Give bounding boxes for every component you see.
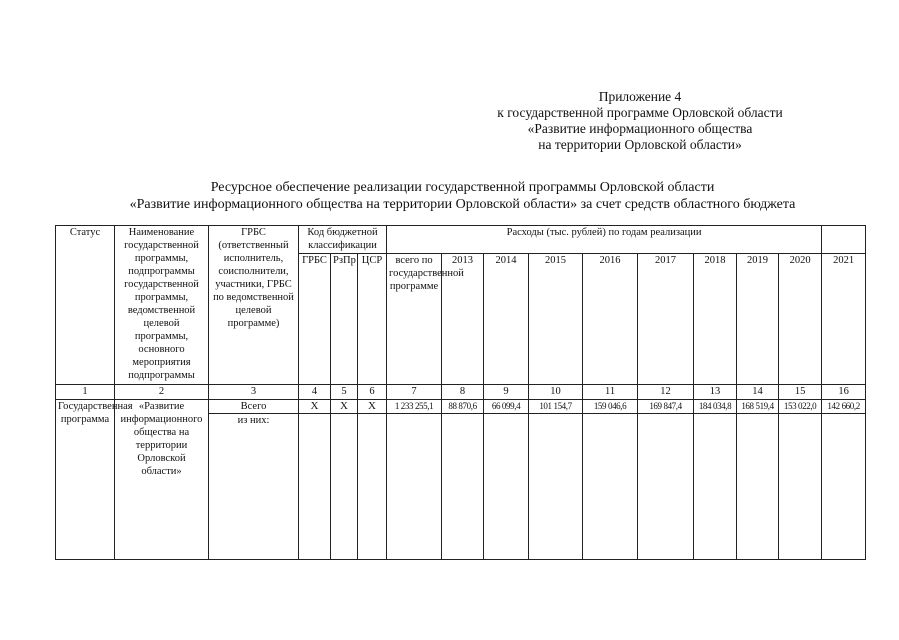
empty-cell <box>299 414 331 560</box>
column-index: 2 <box>115 385 209 400</box>
empty-cell <box>529 414 583 560</box>
header-grbs: ГРБС (ответственный исполнитель, соисполнители, участники, ГРБС по ведомственной целевой программе) <box>209 226 299 385</box>
appendix-line-1: Приложение 4 <box>598 89 682 104</box>
column-index: 8 <box>442 385 484 400</box>
header-year-2020: 2020 <box>779 254 822 385</box>
header-status: Статус <box>56 226 115 385</box>
empty-cell <box>442 414 484 560</box>
empty-cell <box>694 414 737 560</box>
grbs-incl-label: из них: <box>209 414 299 560</box>
appendix-line-4: на территории Орловской области» <box>538 137 742 152</box>
program-name: «Развитие информационного общества на территории Орловской области» <box>115 400 209 560</box>
year-value-2013: 88 870,6 <box>442 400 484 414</box>
header-budget-code: Код бюджетной классификации <box>299 226 387 254</box>
program-status: Государственная программа <box>56 400 115 560</box>
header-row-1 <box>56 226 866 254</box>
empty-cell <box>331 414 358 560</box>
year-value-2020: 153 022,0 <box>779 400 822 414</box>
year-value-2014: 66 099,4 <box>484 400 529 414</box>
year-value-2018: 184 034,8 <box>694 400 737 414</box>
header-year-2018: 2018 <box>694 254 737 385</box>
year-value-2021: 142 660,2 <box>822 400 866 414</box>
header-expenses: Расходы (тыс. рублей) по годам реализации <box>387 226 822 254</box>
column-index: 1 <box>56 385 115 400</box>
table-row <box>56 400 866 414</box>
appendix-header <box>420 89 860 153</box>
column-index: 16 <box>822 385 866 400</box>
header-year-2015: 2015 <box>529 254 583 385</box>
header-code-grbs: ГРБС <box>299 254 331 385</box>
header-code-rzpr: РзПр <box>331 254 358 385</box>
empty-cell <box>484 414 529 560</box>
document-title <box>60 179 865 213</box>
title-line-1: Ресурсное обеспечение реализации государственной программы Орловской области <box>210 180 715 195</box>
empty-cell <box>737 414 779 560</box>
column-index: 4 <box>299 385 331 400</box>
column-index: 15 <box>779 385 822 400</box>
column-index: 11 <box>583 385 638 400</box>
empty-cell <box>358 414 387 560</box>
total-value: 1 233 255,1 <box>387 400 442 414</box>
column-index-row <box>56 385 866 400</box>
empty-cell <box>638 414 694 560</box>
header-empty-cell <box>822 226 866 254</box>
column-index: 12 <box>638 385 694 400</box>
column-index: 3 <box>209 385 299 400</box>
header-year-2016: 2016 <box>583 254 638 385</box>
column-index: 6 <box>358 385 387 400</box>
code-rzpr-value: X <box>331 400 358 414</box>
code-csr-value: X <box>358 400 387 414</box>
budget-table <box>55 225 866 560</box>
column-index: 14 <box>737 385 779 400</box>
grbs-total-label: Всего <box>209 400 299 414</box>
empty-cell <box>387 414 442 560</box>
column-index: 5 <box>331 385 358 400</box>
empty-cell <box>822 414 866 560</box>
header-year-2017: 2017 <box>638 254 694 385</box>
title-line-2: «Развитие информационного общества на территории Орловской области» за счет средств областного бюджета <box>129 197 796 212</box>
header-year-2014: 2014 <box>484 254 529 385</box>
appendix-line-2: к государственной программе Орловской области <box>497 105 783 120</box>
empty-cell <box>583 414 638 560</box>
code-grbs-value: X <box>299 400 331 414</box>
appendix-line-3: «Развитие информационного общества <box>527 121 753 136</box>
column-index: 9 <box>484 385 529 400</box>
column-index: 7 <box>387 385 442 400</box>
header-total: всего по государственной программе <box>387 254 442 385</box>
header-year-2021: 2021 <box>822 254 866 385</box>
header-name: Наименование государственной программы, подпрограммы государственной программы, ведомственной целевой программы, основного мероприятия подпрограммы <box>115 226 209 385</box>
year-value-2016: 159 046,6 <box>583 400 638 414</box>
header-year-2013: 2013 <box>442 254 484 385</box>
empty-cell <box>779 414 822 560</box>
year-value-2015: 101 154,7 <box>529 400 583 414</box>
year-value-2019: 168 519,4 <box>737 400 779 414</box>
year-value-2017: 169 847,4 <box>638 400 694 414</box>
header-code-csr: ЦСР <box>358 254 387 385</box>
header-year-2019: 2019 <box>737 254 779 385</box>
column-index: 10 <box>529 385 583 400</box>
column-index: 13 <box>694 385 737 400</box>
